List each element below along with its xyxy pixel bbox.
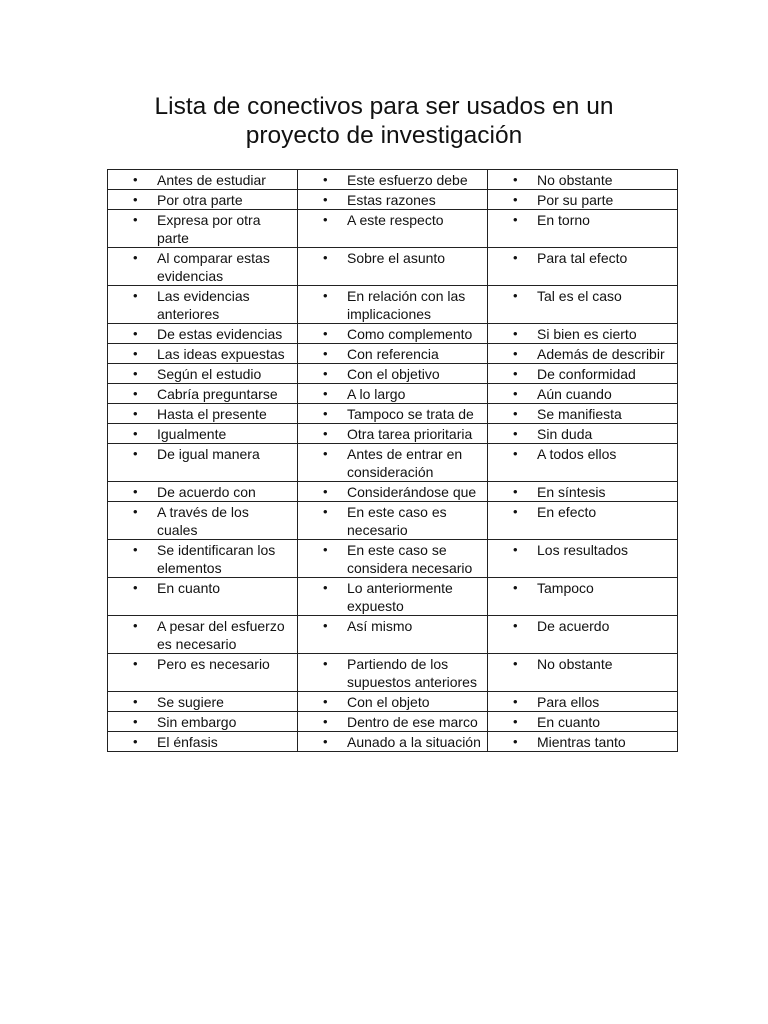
table-row [108, 502, 678, 540]
connective-item: • Este esfuerzo debe [298, 171, 483, 189]
table-cell [298, 210, 488, 248]
table-row [108, 170, 678, 190]
table-cell [488, 482, 678, 502]
connective-item: • Se identificaran los elementos [108, 541, 293, 577]
connective-item: • Pero es necesario [108, 655, 293, 673]
connective-item: • Aún cuando [488, 385, 673, 403]
table-cell [108, 692, 298, 712]
table-cell [298, 540, 488, 578]
table-cell [298, 578, 488, 616]
table-row [108, 444, 678, 482]
connective-item: • No obstante [488, 655, 673, 673]
connective-item: • Según el estudio [108, 365, 293, 383]
table-row [108, 616, 678, 654]
connective-item: • En cuanto [488, 713, 673, 731]
table-cell [298, 654, 488, 692]
table-cell [488, 578, 678, 616]
document-title [100, 92, 668, 150]
table-cell [108, 404, 298, 424]
connective-item: • En cuanto [108, 579, 293, 597]
connective-item: • Mientras tanto [488, 733, 673, 751]
connectives-table [107, 169, 678, 752]
connective-item: • De igual manera [108, 445, 293, 463]
connective-item: • En este caso se considera necesario [298, 541, 483, 577]
table-cell [108, 384, 298, 404]
table-cell [488, 712, 678, 732]
table-cell [108, 578, 298, 616]
connective-item: • Considerándose que [298, 483, 483, 501]
connective-item: • De conformidad [488, 365, 673, 383]
table-cell [108, 248, 298, 286]
connective-item: • Sobre el asunto [298, 249, 483, 267]
connective-item: • En torno [488, 211, 673, 229]
table-cell [298, 712, 488, 732]
connective-item: • De acuerdo con [108, 483, 293, 501]
table-cell [488, 692, 678, 712]
table-cell [108, 444, 298, 482]
table-row [108, 482, 678, 502]
table-cell [298, 732, 488, 752]
table-row [108, 404, 678, 424]
table-cell [108, 502, 298, 540]
table-cell [488, 190, 678, 210]
connective-item: • A este respecto [298, 211, 483, 229]
connective-item: • Antes de estudiar [108, 171, 293, 189]
connective-item: • A pesar del esfuerzo es necesario [108, 617, 293, 653]
table-cell [108, 210, 298, 248]
table-cell [298, 286, 488, 324]
table-cell [298, 364, 488, 384]
table-cell [298, 482, 488, 502]
connective-item: • Por otra parte [108, 191, 293, 209]
connective-item: • En este caso es necesario [298, 503, 483, 539]
connective-item: • Las evidencias anteriores [108, 287, 293, 323]
table-cell [488, 424, 678, 444]
table-cell [488, 170, 678, 190]
table-cell [108, 286, 298, 324]
table-cell [488, 616, 678, 654]
table-cell [488, 404, 678, 424]
connective-item: • Así mismo [298, 617, 483, 635]
connective-item: • En síntesis [488, 483, 673, 501]
connective-item: • Cabría preguntarse [108, 385, 293, 403]
table-cell [108, 170, 298, 190]
connective-item: • En efecto [488, 503, 673, 521]
connective-item: • Sin embargo [108, 713, 293, 731]
table-cell [298, 424, 488, 444]
table-row [108, 364, 678, 384]
connective-item: • Estas razones [298, 191, 483, 209]
table-cell [108, 540, 298, 578]
table-row [108, 540, 678, 578]
connective-item: • En relación con las implicaciones [298, 287, 483, 323]
table-row [108, 384, 678, 404]
table-row [108, 654, 678, 692]
connective-item: • De estas evidencias [108, 325, 293, 343]
table-cell [488, 248, 678, 286]
table-cell [298, 384, 488, 404]
table-cell [108, 190, 298, 210]
table-cell [108, 732, 298, 752]
connective-item: • Tampoco se trata de [298, 405, 483, 423]
table-cell [488, 444, 678, 482]
connective-item: • Antes de entrar en consideración [298, 445, 483, 481]
table-cell [488, 324, 678, 344]
table-cell [108, 364, 298, 384]
table-cell [298, 170, 488, 190]
connective-item: • Al comparar estas evidencias [108, 249, 293, 285]
connective-item: • A lo largo [298, 385, 483, 403]
table-cell [108, 654, 298, 692]
connective-item: • De acuerdo [488, 617, 673, 635]
connective-item: • Los resultados [488, 541, 673, 559]
table-row [108, 210, 678, 248]
table-cell [298, 344, 488, 364]
table-row [108, 712, 678, 732]
title-line-2: proyecto de investigación [245, 122, 523, 149]
table-row [108, 732, 678, 752]
connective-item: • No obstante [488, 171, 673, 189]
connective-item: • Dentro de ese marco [298, 713, 483, 731]
connective-item: • Además de describir [488, 345, 673, 363]
connective-item: • Expresa por otra parte [108, 211, 293, 247]
connective-item: • Sin duda [488, 425, 673, 443]
connective-item: • Otra tarea prioritaria [298, 425, 483, 443]
connective-item: • Si bien es cierto [488, 325, 673, 343]
table-cell [488, 384, 678, 404]
connective-item: • Para tal efecto [488, 249, 673, 267]
connective-item: • Partiendo de los supuestos anteriores [298, 655, 483, 691]
table-row [108, 424, 678, 444]
connective-item: • El énfasis [108, 733, 293, 751]
table-cell [108, 616, 298, 654]
table-cell [488, 364, 678, 384]
table-cell [108, 324, 298, 344]
table-row [108, 324, 678, 344]
connective-item: • Por su parte [488, 191, 673, 209]
connective-item: • Con el objeto [298, 693, 483, 711]
table-cell [298, 190, 488, 210]
connective-item: • Las ideas expuestas [108, 345, 293, 363]
connective-item: • Tal es el caso [488, 287, 673, 305]
table-cell [488, 286, 678, 324]
connective-item: • Hasta el presente [108, 405, 293, 423]
table-cell [488, 654, 678, 692]
table-cell [298, 616, 488, 654]
connective-item: • Para ellos [488, 693, 673, 711]
table-cell [488, 210, 678, 248]
connective-item: • Como complemento [298, 325, 483, 343]
connective-item: • A todos ellos [488, 445, 673, 463]
table-row [108, 190, 678, 210]
connective-item: • Con referencia [298, 345, 483, 363]
title-line-1: Lista de conectivos para ser usados en un [154, 93, 614, 120]
table-cell [108, 482, 298, 502]
connective-item: • Con el objetivo [298, 365, 483, 383]
table-cell [108, 424, 298, 444]
table-cell [488, 732, 678, 752]
connective-item: • Aunado a la situación [298, 733, 483, 751]
connective-item: • Se manifiesta [488, 405, 673, 423]
connective-item: • Igualmente [108, 425, 293, 443]
connective-item: • Se sugiere [108, 693, 293, 711]
table-row [108, 286, 678, 324]
table-row [108, 692, 678, 712]
table-cell [488, 344, 678, 364]
table-cell [298, 502, 488, 540]
connective-item: • Tampoco [488, 579, 673, 597]
table-cell [298, 444, 488, 482]
table-row [108, 248, 678, 286]
table-cell [298, 404, 488, 424]
table-cell [488, 502, 678, 540]
connective-item: • Lo anteriormente expuesto [298, 579, 483, 615]
table-cell [108, 712, 298, 732]
connective-item: • A través de los cuales [108, 503, 293, 539]
table-cell [108, 344, 298, 364]
table-row [108, 578, 678, 616]
connectives-table-body [108, 170, 678, 752]
table-cell [298, 248, 488, 286]
table-row [108, 344, 678, 364]
table-cell [298, 324, 488, 344]
table-cell [298, 692, 488, 712]
table-cell [488, 540, 678, 578]
